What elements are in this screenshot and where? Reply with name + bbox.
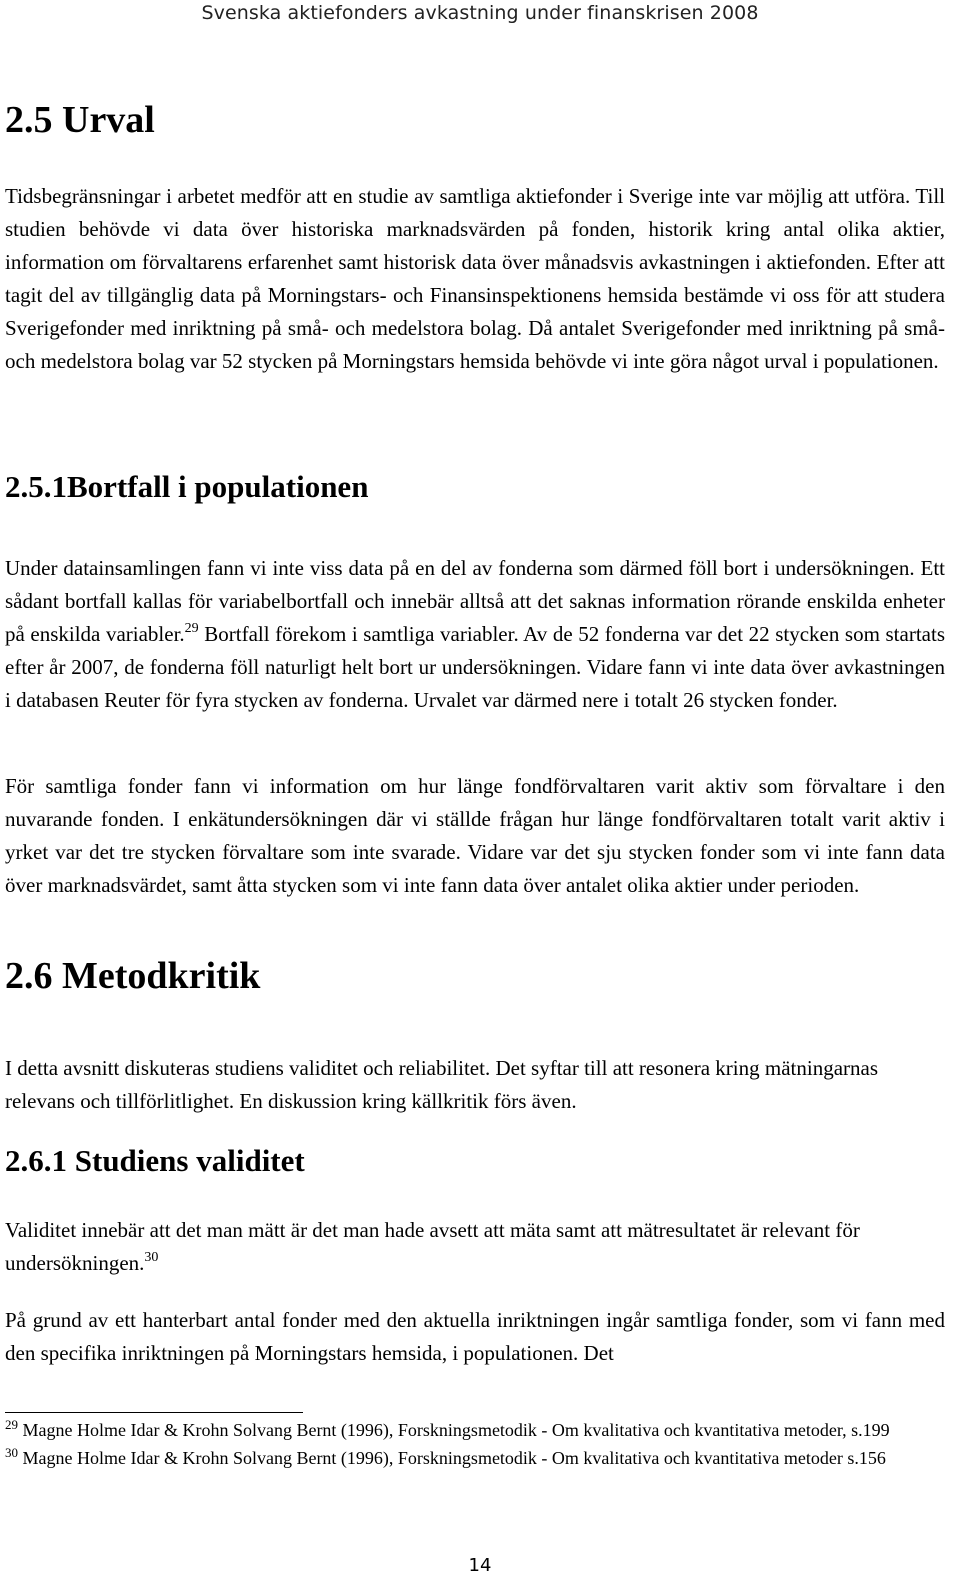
page-number: 14 (468, 1555, 492, 1576)
subsection-heading-bortfall: 2.5.1Bortfall i populationen (5, 469, 369, 504)
paragraph-text: Under datainsamlingen fann vi inte viss data på en del av fonderna som därmed föll bort i undersökningen. Ett sådant bortfall kallas för variabelbortfall och innebär alltså att det saknas information rörande enskilda enheter på enskilda variabler. (5, 556, 945, 646)
subsection-heading-validitet: 2.6.1 Studiens validitet (5, 1143, 305, 1178)
footnotes (5, 1418, 955, 1474)
paragraph-metodkritik: I detta avsnitt diskuteras studiens validitet och reliabilitet. Det syftar till att resonera kring mätningarnas relevans och tillförlitlighet. En diskussion kring källkritik förs även. (5, 1056, 879, 1113)
paragraph-text: Bortfall förekom i samtliga variabler. Av de 52 fonderna var det 22 stycken som startats efter år 2007, de fonderna föll naturligt helt bort ur undersökningen. Vidare fann vi inte data över avkastningen i databasen Reuter för fyra stycken av fonderna. Urvalet var därmed nere i totalt 26 stycken fonder. (5, 622, 945, 712)
footnote-number: 30 (5, 1445, 18, 1460)
footnote-30 (5, 1446, 955, 1470)
paragraph-validitet-1 (5, 1214, 905, 1280)
paragraph-text: Validitet innebär att det man mätt är det man hade avsett att mäta samt att mätresultatet är relevant för undersökningen. (5, 1218, 860, 1275)
running-header: Svenska aktiefonders avkastning under finanskrisen 2008 (201, 2, 759, 24)
footnote-ref-29[interactable]: 29 (184, 621, 199, 636)
paragraph-validitet-2: På grund av ett hanterbart antal fonder med den aktuella inriktningen ingår samtliga fonder, som vi fann med den specifika inriktningen på Morningstars hemsida, i populationen. Det (5, 1308, 945, 1365)
paragraph-urval: Tidsbegränsningar i arbetet medför att en studie av samtliga aktiefonder i Sverige inte var möjlig att utföra. Till studien behövde vi data över historiska marknadsvärden på fonden, historik kring antal olika aktier, information om förvaltarens erfarenhet samt historisk data över månadsvis avkastningen i aktiefonden. Efter att tagit del av tillgänglig data på Morningstars- och Finansinspektionens hemsida bestämde vi oss för att studera Sverigefonder med inriktning på små- och medelstora bolag. Då antalet Sverigefonder med inriktning på små- och medelstora bolag var 52 stycken på Morningstars hemsida behövde vi inte göra något urval i populationen. (5, 184, 945, 373)
section-heading-urval: 2.5 Urval (5, 99, 155, 141)
paragraph-bortfall-1 (5, 552, 945, 717)
footnote-number: 29 (5, 1417, 18, 1432)
footnote-separator (5, 1412, 303, 1413)
footnote-ref-30[interactable]: 30 (144, 1250, 159, 1265)
footnote-text: Magne Holme Idar & Krohn Solvang Bernt (1996), Forskningsmetodik - Om kvalitativa och kvantitativa metoder s.156 (18, 1448, 886, 1468)
paragraph-bortfall-2: För samtliga fonder fann vi information om hur länge fondförvaltaren varit aktiv som förvaltare i den nuvarande fonden. I enkätundersökningen där vi ställde frågan hur länge fondförvaltaren totalt varit aktiv i yrket var det tre stycken förvaltare som inte svarade. Vidare var det sju stycken fonder som vi inte fann data över marknadsvärdet, samt åtta stycken som vi inte fann data över antalet olika aktier under perioden. (5, 774, 945, 897)
footnote-text: Magne Holme Idar & Krohn Solvang Bernt (1996), Forskningsmetodik - Om kvalitativa och kvantitativa metoder, s.199 (18, 1420, 890, 1440)
footnote-29 (5, 1418, 955, 1442)
section-heading-metodkritik: 2.6 Metodkritik (5, 955, 261, 997)
